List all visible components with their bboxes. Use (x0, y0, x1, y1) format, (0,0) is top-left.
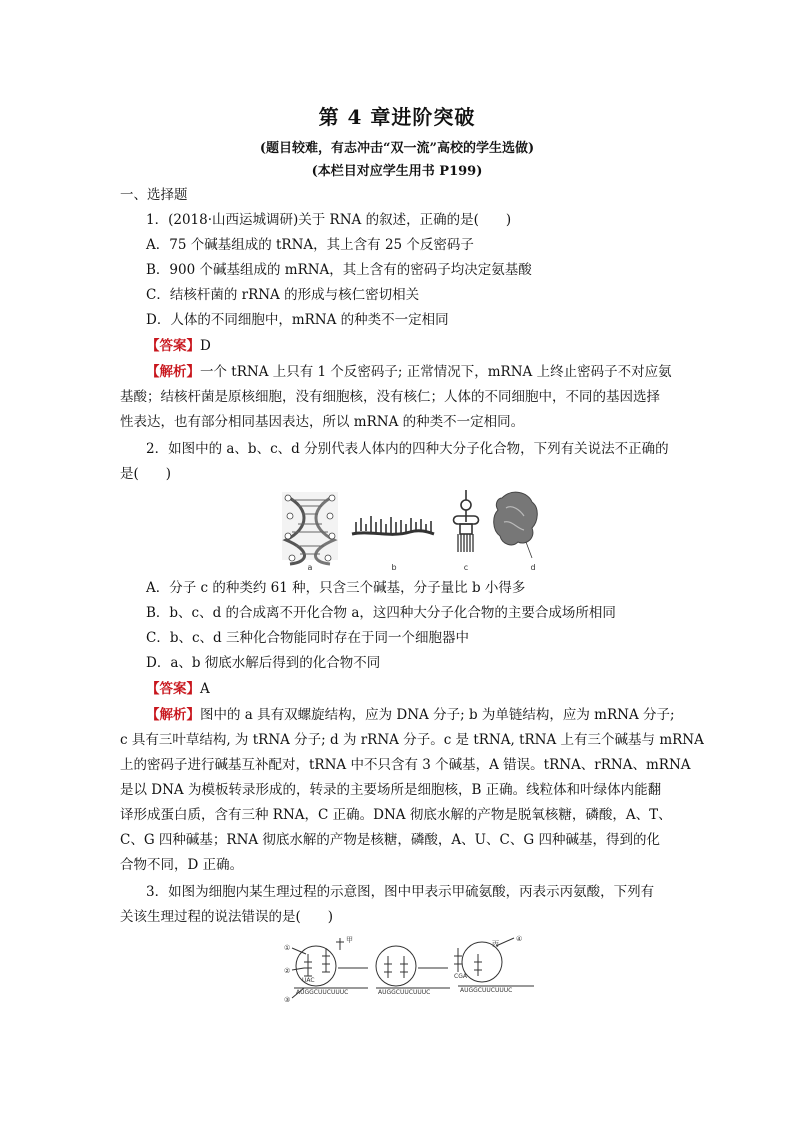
q2-analysis-line-6: C、G 四种碱基；RNA 彻底水解的产物是核糖，磷酸，A、U、C、G 四种碱基，得到的化 (120, 832, 660, 848)
marker-4: ④ (516, 935, 523, 943)
figure-label-d: d (530, 563, 536, 572)
q2-analysis-line-2: c 具有三叶草结构, 为 tRNA 分子; d 为 rRNA 分子。c 是 tRNA, tRNA 上有三个碱基与 mRNA (120, 732, 704, 748)
page-title: 第 4 章进阶突破 (318, 105, 476, 129)
q2-stem-line-2: 是( ) (120, 466, 172, 482)
q1-analysis-line-3: 性表达，也有部分相同基因表达，所以 mRNA 的种类不一定相同。 (120, 414, 525, 430)
q2-analysis-line-3: 上的密码子进行碱基互补配对，tRNA 中不只含有 3 个碱基，A 错误。tRNA、rRNA、mRNA (120, 757, 691, 773)
page-subtitle: (题目较难，有志冲击“双一流”高校的学生选做) (259, 141, 535, 156)
figure-label-a: a (307, 563, 313, 572)
q1-answer-value: D (200, 338, 211, 354)
q3-stem-line-2: 关该生理过程的说法错误的是( ) (120, 909, 334, 925)
q2-analysis-line-5: 译形成蛋白质，含有三种 RNA，C 正确。DNA 彻底水解的产物是脱氧核糖，磷酸，A、T、 (120, 807, 672, 823)
figure-label-b: b (391, 563, 397, 572)
dna-helix-icon (282, 492, 338, 564)
q2-answer (146, 681, 702, 697)
q2-analysis-line-7: 合物不同，D 正确。 (120, 857, 244, 873)
q1-analysis-line-1: 【解析】一个 tRNA 上只有 1 个反密码子; 正常情况下，mRNA 上终止密码子不对应氨 (146, 364, 672, 380)
q1-answer (146, 338, 702, 354)
q1-option-b: B．900 个碱基组成的 mRNA，其上含有的密码子均决定氨基酸 (146, 262, 532, 278)
q2-answer-value: A (200, 681, 210, 697)
q1-answer-tag: 【答案】 (146, 338, 200, 354)
page-source-note: (本栏目对应学生用书 P199) (311, 164, 483, 179)
q2-analysis-line-1: 【解析】图中的 a 具有双螺旋结构，应为 DNA 分子; b 为单链结构，应为 mRNA 分子; (146, 707, 675, 723)
q2-analysis-tag: 【解析】 (146, 707, 200, 723)
mrna-sequence-2: AUGGCUUCUUUC (378, 989, 431, 996)
q3-stem-line-1: 3．如图为细胞内某生理过程的示意图，图中甲表示甲硫氨酸，丙表示丙氨酸，下列有 (146, 884, 655, 900)
q2-molecule-figure (280, 486, 542, 572)
q1-option-c: C．结核杆菌的 rRNA 的形成与核仁密切相关 (146, 287, 420, 303)
q2-answer-tag: 【答案】 (146, 681, 200, 697)
anticodon-1: UAC (302, 977, 315, 984)
q2-analysis-line-4: 是以 DNA 为模板转录形成的，转录的主要场所是细胞核，B 正确。线粒体和叶绿体内能翻 (120, 782, 662, 798)
section-heading: 一、选择题 (120, 187, 188, 203)
q2-stem-line-1: 2．如图中的 a、b、c、d 分别代表人体内的四种大分子化合物，下列有关说法不正确的 (146, 441, 669, 457)
mrna-sequence-1: AUGGCUUCUUUC (296, 989, 349, 996)
q1-analysis-tag: 【解析】 (146, 364, 200, 380)
q2-option-c: C．b、c、d 三种化合物能同时存在于同一个细胞器中 (146, 630, 469, 646)
q2-option-b: B．b、c、d 的合成离不开化合物 a，这四种大分子化合物的主要合成场所相同 (146, 605, 616, 621)
mrna-sequence-3: AUGGCUUCUUUC (460, 987, 513, 994)
marker-3: ③ (284, 996, 291, 1004)
figure-label-c: c (463, 563, 469, 572)
mrna-strand-icon (352, 516, 434, 535)
q3-translation-figure (282, 932, 538, 1010)
trna-cloverleaf-icon (454, 490, 479, 552)
ribosome-icon (376, 946, 416, 986)
q2-option-a: A．分子 c 的种类约 61 种，只含三个碱基，分子量比 b 小得多 (146, 580, 526, 596)
rrna-blob-icon (494, 492, 538, 558)
q1-analysis-line-2: 基酸；结核杆菌是原核细胞，没有细胞核，没有核仁；人体的不同细胞中，不同的基因选择 (120, 389, 660, 405)
label-alanine: 丙 (492, 940, 499, 948)
marker-1: ① (284, 944, 291, 952)
q1-option-d: D．人体的不同细胞中，mRNA 的种类不一定相同 (146, 312, 449, 328)
q1-option-a: A．75 个碱基组成的 tRNA，其上含有 25 个反密码子 (146, 237, 474, 253)
q1-stem: 1．(2018·山西运城调研)关于 RNA 的叙述，正确的是( ) (146, 212, 512, 228)
label-methionine: 甲 (346, 936, 353, 944)
anticodon-2: CGA (454, 973, 467, 980)
q2-option-d: D．a、b 彻底水解后得到的化合物不同 (146, 655, 381, 671)
marker-2: ② (284, 967, 291, 975)
